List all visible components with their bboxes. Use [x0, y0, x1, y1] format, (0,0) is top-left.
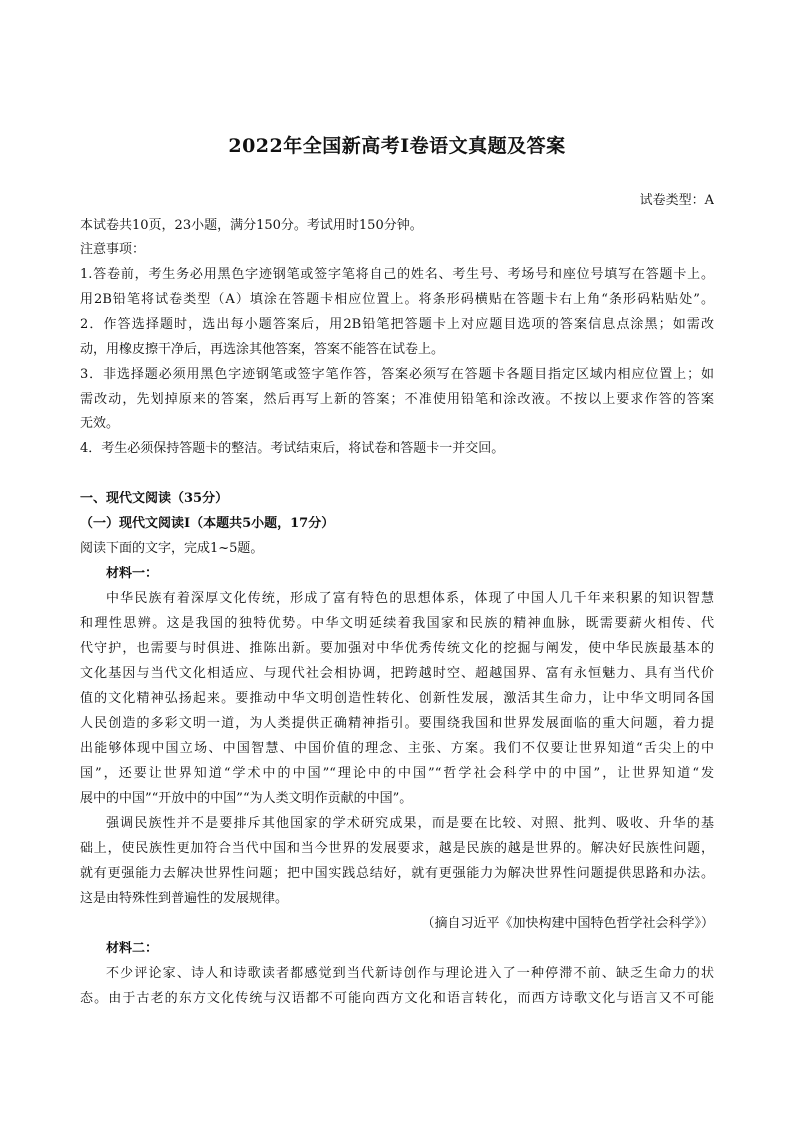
- material-1-line: 强调民族性并不是要排斥其他国家的学术研究成果，而是要在比较、对照、批判、吸收、升华的基: [106, 816, 714, 831]
- page-title: 2022年全国新高考Ⅰ卷语文真题及答案: [228, 135, 566, 157]
- material-1-line: 就有更强能力去解决世界性问题；把中国实践总结好，就有更强能力为解决世界性问题提供思路和办法。: [80, 866, 714, 881]
- material-1-line: 国”，还要让世界知道“学术中的中国”“理论中的中国”“哲学社会科学中的中国”，让世界知道“发: [80, 766, 714, 781]
- note-4-line-1: 4．考生必须保持答题卡的整洁。考试结束后，将试卷和答题卡一并交回。: [80, 441, 505, 456]
- material-1-source: （摘自习近平《加快构建中国特色哲学社会科学》）: [421, 916, 714, 931]
- material-2-heading: 材料二：: [106, 941, 159, 956]
- material-2-line: 不少评论家、诗人和诗歌读者都感觉到当代新诗创作与理论进入了一种停滞不前、缺乏生命力的状: [106, 966, 714, 981]
- note-3-line-3: 无效。: [80, 416, 120, 431]
- material-1-line: 础上，使民族性更加符合当代中国和当今世界的发展要求，越是民族的越是世界的。解决好民族性问题，: [80, 841, 714, 856]
- intro-text: 本试卷共10页，23小题，满分150分。考试用时150分钟。: [80, 218, 423, 233]
- reading-instruction: 阅读下面的文字，完成1~5题。: [80, 541, 264, 556]
- notes-heading: 注意事项：: [80, 242, 146, 257]
- section-heading: 一、现代文阅读（35分）: [80, 491, 229, 506]
- note-1-line-2: 用2B铅笔将试卷类型（A）填涂在答题卡相应位置上。将条形码横贴在答题卡右上角“条形码粘贴处”。: [80, 292, 714, 307]
- material-1-line: 出能够体现中国立场、中国智慧、中国价值的理念、主张、方案。我们不仅要让世界知道“舌尖上的中: [80, 741, 714, 756]
- material-1-line: 这是由特殊性到普遍性的发展规律。: [80, 891, 289, 906]
- note-2-line-1: 2．作答选择题时，选出每小题答案后，用2B铅笔把答题卡上对应题目选项的答案信息点涂黑；如需改: [80, 317, 714, 332]
- material-1-line: 人民创造的多彩文明一道，为人类提供正确精神指引。要围绕我国和世界发展面临的重大问题，着力提: [80, 716, 714, 731]
- note-3-line-1: 3．非选择题必须用黑色字迹钢笔或签字笔作答，答案必须写在答题卡各题目指定区域内相应位置上；如: [80, 367, 714, 382]
- material-1-line: 展中的中国”“开放中的中国”“为人类文明作贡献的中国”。: [80, 791, 413, 806]
- note-1-line-1: 1.答卷前，考生务必用黑色字迹钢笔或签字笔将自己的姓名、考生号、考场号和座位号填写在答题卡上。: [80, 267, 714, 282]
- material-1-line: 文化基因与当代文化相适应、与现代社会相协调，把跨越时空、超越国界、富有永恒魅力、具有当代价: [80, 666, 714, 681]
- material-2-line: 态。由于古老的东方文化传统与汉语都不可能向西方文化和语言转化，而西方诗歌文化与语言又不可能: [80, 991, 714, 1006]
- material-1-line: 值的文化精神弘扬起来。要推动中华文明创造性转化、创新性发展，激活其生命力，让中华文明同各国: [80, 691, 714, 706]
- subsection-heading: （一）现代文阅读Ⅰ（本题共5小题，17分）: [80, 516, 335, 531]
- material-1-line: 中华民族有着深厚文化传统，形成了富有特色的思想体系，体现了中国人几千年来积累的知识智慧: [106, 591, 714, 606]
- material-1-line: 和理性思辨。这是我国的独特优势。中华文明延续着我国家和民族的精神血脉，既需要薪火相传、代: [80, 616, 714, 631]
- note-3-line-2: 需改动，先划掉原来的答案，然后再写上新的答案；不准使用铅笔和涂改液。不按以上要求作答的答案: [80, 392, 714, 407]
- material-1-line: 代守护，也需要与时俱进、推陈出新。要加强对中华优秀传统文化的挖掘与阐发，使中华民族最基本的: [80, 641, 714, 656]
- material-1-heading: 材料一：: [106, 566, 159, 581]
- note-2-line-2: 动，用橡皮擦干净后，再选涂其他答案，答案不能答在试卷上。: [80, 342, 445, 357]
- paper-type-label: 试卷类型：A: [639, 193, 714, 208]
- exam-page: [80, 0, 714, 1123]
